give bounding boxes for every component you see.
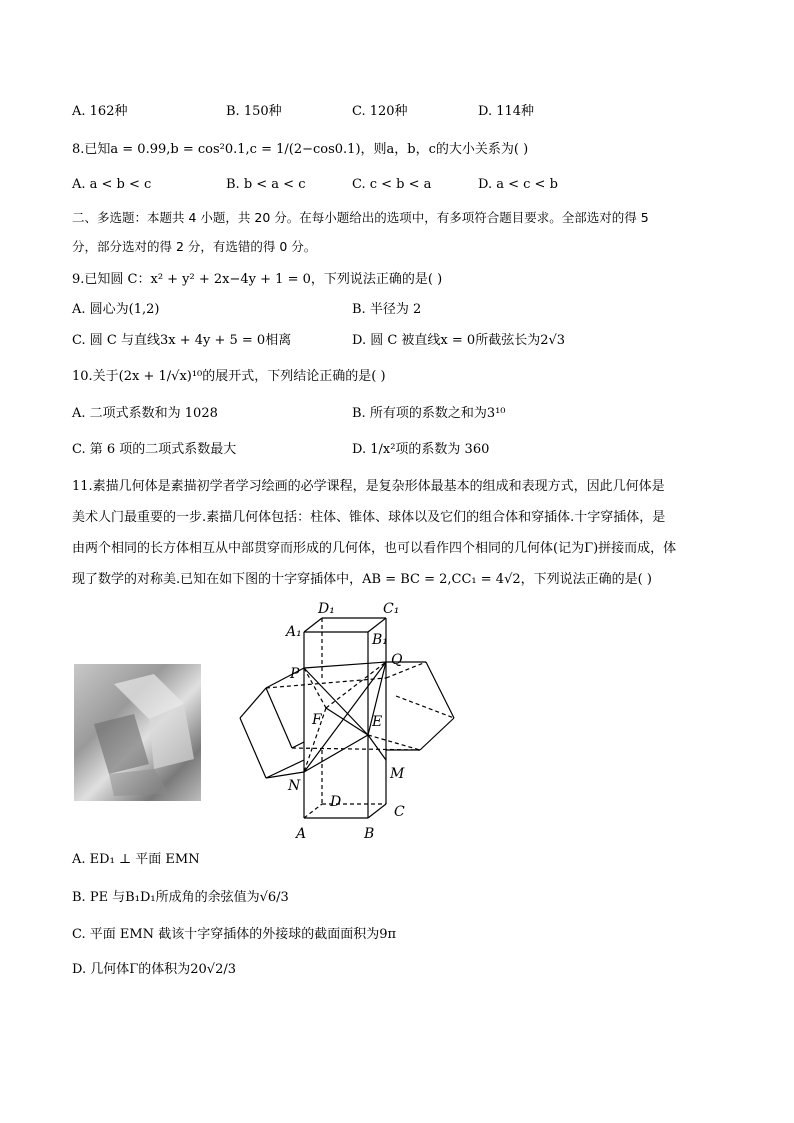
- label-m: M: [390, 766, 405, 782]
- label-c1: C₁: [383, 601, 400, 617]
- sketch-photo: [74, 664, 201, 801]
- q11-option-b: B. PE 与B₁D₁所成角的余弦值为√6/3: [72, 890, 289, 905]
- q7-option-a: A. 162种: [72, 104, 128, 119]
- q11-line4: 现了数学的对称美.已知在如下图的十字穿插体中，AB = BC = 2,CC₁ = 4√2，下列说法正确的是( ): [72, 572, 652, 587]
- label-q: Q: [391, 652, 403, 668]
- label-c: C: [394, 804, 405, 820]
- q11-option-a: A. ED₁ ⊥ 平面 EMN: [72, 852, 200, 867]
- q9-option-a: A. 圆心为(1,2): [72, 302, 160, 317]
- label-n: N: [288, 778, 301, 794]
- label-a: A: [296, 826, 307, 840]
- label-e: E: [372, 714, 383, 730]
- q10-option-b: B. 所有项的系数之和为3¹⁰: [352, 406, 506, 421]
- q9-stem: 9.已知圆 C：x² + y² + 2x−4y + 1 = 0，下列说法正确的是( ): [72, 272, 443, 287]
- q11-line1: 11.素描几何体是素描初学者学习绘画的必学课程，是复杂形体最基本的组成和表现方式，因此几何体是: [72, 479, 665, 494]
- q7-option-d: D. 114种: [478, 104, 535, 119]
- q10-option-c: C. 第 6 项的二项式系数最大: [72, 442, 237, 457]
- q8-option-b: B. b < a < c: [226, 177, 306, 192]
- q11-line3: 由两个相同的长方体相互从中部贯穿而形成的几何体，也可以看作四个相同的几何体(记为Γ)拼接而成，体: [72, 541, 677, 556]
- q8-option-a: A. a < b < c: [72, 177, 152, 192]
- q7-option-c: C. 120种: [352, 104, 408, 119]
- q11-option-d: D. 几何体Γ的体积为20√2/3: [72, 962, 236, 977]
- section2-line1: 二、多选题：本题共 4 小题，共 20 分。在每小题给出的选项中，有多项符合题目要求。全部选对的得 5: [72, 210, 649, 225]
- label-a1: A₁: [286, 624, 302, 640]
- q10-option-d: D. 1/x²项的系数为 360: [352, 442, 490, 457]
- label-f: F: [312, 712, 322, 728]
- label-d1: D₁: [318, 601, 335, 617]
- q9-option-b: B. 半径为 2: [352, 302, 422, 317]
- q9-option-d: D. 圆 C 被直线x = 0所截弦长为2√3: [352, 333, 566, 348]
- label-b: B: [364, 826, 375, 840]
- q11-line2: 美术人门最重要的一步.素描几何体包括：柱体、锥体、球体以及它们的组合体和穿插体.十字穿插体，是: [72, 510, 666, 525]
- label-p: P: [290, 666, 300, 682]
- label-d: D: [330, 794, 342, 810]
- cross-solid-figure: [236, 600, 476, 840]
- q8-stem: 8.已知a = 0.99,b = cos²0.1,c = 1/(2−cos0.1)，则a，b，c的大小关系为( ): [72, 142, 529, 157]
- q10-stem: 10.关于(2x + 1/√x)¹⁰的展开式，下列结论正确的是( ): [72, 369, 386, 384]
- q8-option-c: C. c < b < a: [352, 177, 432, 192]
- q7-option-b: B. 150种: [226, 104, 282, 119]
- q8-option-d: D. a < c < b: [478, 177, 558, 192]
- q11-option-c: C. 平面 EMN 截该十字穿插体的外接球的截面面积为9π: [72, 927, 397, 942]
- section2-line2: 分，部分选对的得 2 分，有选错的得 0 分。: [72, 239, 317, 254]
- label-b1: B₁: [372, 632, 388, 648]
- q9-option-c: C. 圆 C 与直线3x + 4y + 5 = 0相离: [72, 333, 292, 348]
- q10-option-a: A. 二项式系数和为 1028: [72, 406, 218, 421]
